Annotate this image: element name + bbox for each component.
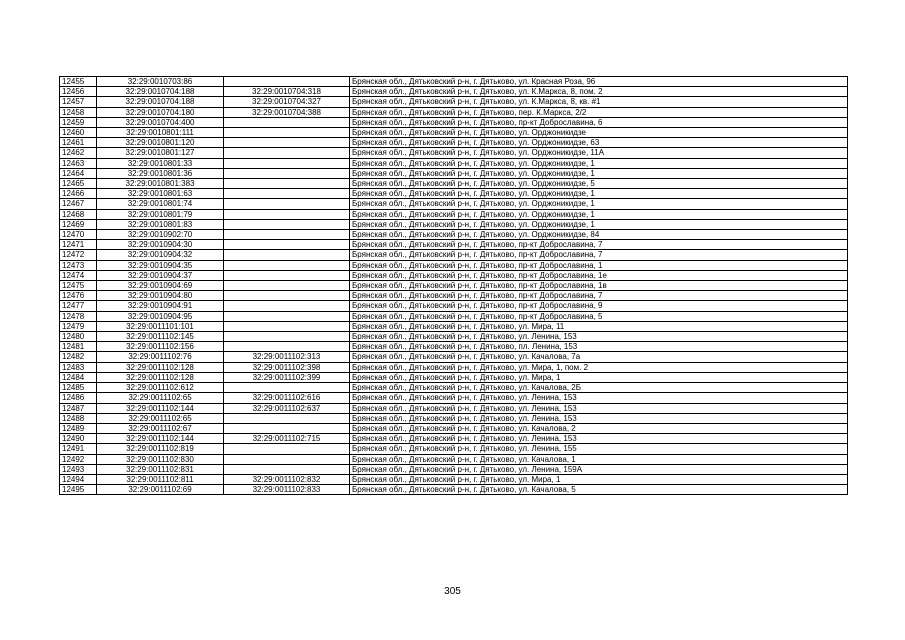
row-number-cell: 12476: [60, 291, 97, 301]
cadastral-number-cell: 32:29:0011102:128: [97, 372, 224, 382]
cadastral-number-cell: 32:29:0010801:36: [97, 168, 224, 178]
table-row: [60, 464, 848, 474]
table-row: [60, 199, 848, 209]
row-number-cell: 12467: [60, 199, 97, 209]
cadastral-number-cell: 32:29:0011102:156: [97, 342, 224, 352]
table-row: [60, 362, 848, 372]
address-cell: Брянская обл., Дятьковский р-н, г. Дятьково, ул. Орджоникидзе, 1: [350, 199, 848, 209]
row-number-cell: 12472: [60, 250, 97, 260]
row-number-cell: 12490: [60, 434, 97, 444]
table-row: [60, 454, 848, 464]
premises-cadastral-number-cell: [224, 199, 350, 209]
premises-cadastral-number-cell: [224, 240, 350, 250]
table-row: [60, 209, 848, 219]
premises-cadastral-number-cell: 32:29:0010704:318: [224, 87, 350, 97]
cadastral-number-cell: 32:29:0010904:30: [97, 240, 224, 250]
row-number-cell: 12492: [60, 454, 97, 464]
row-number-cell: 12473: [60, 260, 97, 270]
premises-cadastral-number-cell: 32:29:0010704:327: [224, 97, 350, 107]
row-number-cell: 12482: [60, 352, 97, 362]
cadastral-number-cell: 32:29:0011102:811: [97, 474, 224, 484]
cadastral-number-cell: 32:29:0011102:65: [97, 393, 224, 403]
table-row: [60, 434, 848, 444]
table-row: [60, 311, 848, 321]
row-number-cell: 12468: [60, 209, 97, 219]
address-cell: Брянская обл., Дятьковский р-н, г. Дятьково, пр-кт Доброславина, 1: [350, 260, 848, 270]
row-number-cell: 12461: [60, 138, 97, 148]
cadastral-number-cell: 32:29:0010801:83: [97, 219, 224, 229]
table-row: [60, 281, 848, 291]
cadastral-number-cell: 32:29:0010801:111: [97, 128, 224, 138]
cadastral-number-cell: 32:29:0011102:819: [97, 444, 224, 454]
premises-cadastral-number-cell: [224, 179, 350, 189]
cadastral-number-cell: 32:29:0010801:120: [97, 138, 224, 148]
registry-table-body: [60, 77, 848, 495]
table-row: [60, 423, 848, 433]
address-cell: Брянская обл., Дятьковский р-н, г. Дятьково, ул. Орджоникидзе, 84: [350, 230, 848, 240]
table-row: [60, 240, 848, 250]
cadastral-number-cell: 32:29:0011102:69: [97, 485, 224, 495]
cadastral-number-cell: 32:29:0011102:830: [97, 454, 224, 464]
premises-cadastral-number-cell: [224, 158, 350, 168]
table-row: [60, 117, 848, 127]
row-number-cell: 12475: [60, 281, 97, 291]
premises-cadastral-number-cell: [224, 168, 350, 178]
table-row: [60, 87, 848, 97]
row-number-cell: 12481: [60, 342, 97, 352]
premises-cadastral-number-cell: 32:29:0011102:398: [224, 362, 350, 372]
table-row: [60, 107, 848, 117]
row-number-cell: 12484: [60, 372, 97, 382]
cadastral-number-cell: 32:29:0011101:101: [97, 321, 224, 331]
row-number-cell: 12456: [60, 87, 97, 97]
cadastral-number-cell: 32:29:0010801:74: [97, 199, 224, 209]
table-row: [60, 189, 848, 199]
table-row: [60, 250, 848, 260]
address-cell: Брянская обл., Дятьковский р-н, г. Дятьково, ул. Качалова, 5: [350, 485, 848, 495]
premises-cadastral-number-cell: [224, 77, 350, 87]
row-number-cell: 12486: [60, 393, 97, 403]
table-row: [60, 403, 848, 413]
row-number-cell: 12466: [60, 189, 97, 199]
table-row: [60, 97, 848, 107]
cadastral-number-cell: 32:29:0010902:70: [97, 230, 224, 240]
row-number-cell: 12460: [60, 128, 97, 138]
address-cell: Брянская обл., Дятьковский р-н, г. Дятьково, пр-кт Доброславина, 6: [350, 117, 848, 127]
row-number-cell: 12474: [60, 270, 97, 280]
premises-cadastral-number-cell: [224, 301, 350, 311]
row-number-cell: 12480: [60, 332, 97, 342]
row-number-cell: 12465: [60, 179, 97, 189]
cadastral-number-cell: 32:29:0011102:67: [97, 423, 224, 433]
premises-cadastral-number-cell: [224, 423, 350, 433]
premises-cadastral-number-cell: [224, 454, 350, 464]
table-row: [60, 372, 848, 382]
table-row: [60, 168, 848, 178]
address-cell: Брянская обл., Дятьковский р-н, г. Дятьково, пер. К.Маркса, 2/2: [350, 107, 848, 117]
address-cell: Брянская обл., Дятьковский р-н, г. Дятьково, ул. Орджоникидзе, 63: [350, 138, 848, 148]
premises-cadastral-number-cell: [224, 138, 350, 148]
cadastral-number-cell: 32:29:0010904:80: [97, 291, 224, 301]
premises-cadastral-number-cell: [224, 413, 350, 423]
premises-cadastral-number-cell: [224, 219, 350, 229]
table-row: [60, 474, 848, 484]
table-row: [60, 138, 848, 148]
table-row: [60, 77, 848, 87]
premises-cadastral-number-cell: [224, 250, 350, 260]
cadastral-number-cell: 32:29:0010704:188: [97, 97, 224, 107]
address-cell: Брянская обл., Дятьковский р-н, г. Дятьково, пр-кт Доброславина, 7: [350, 240, 848, 250]
cadastral-number-cell: 32:29:0011102:145: [97, 332, 224, 342]
table-row: [60, 230, 848, 240]
premises-cadastral-number-cell: 32:29:0010704:388: [224, 107, 350, 117]
premises-cadastral-number-cell: [224, 311, 350, 321]
table-row: [60, 260, 848, 270]
table-row: [60, 383, 848, 393]
address-cell: Брянская обл., Дятьковский р-н, г. Дятьково, ул. Качалова, 7а: [350, 352, 848, 362]
address-cell: Брянская обл., Дятьковский р-н, г. Дятьково, ул. Ленина, 153: [350, 403, 848, 413]
cadastral-number-cell: 32:29:0010704:188: [97, 87, 224, 97]
address-cell: Брянская обл., Дятьковский р-н, г. Дятьково, ул. Качалова, 1: [350, 454, 848, 464]
row-number-cell: 12487: [60, 403, 97, 413]
cadastral-number-cell: 32:29:0011102:144: [97, 434, 224, 444]
table-row: [60, 485, 848, 495]
row-number-cell: 12471: [60, 240, 97, 250]
address-cell: Брянская обл., Дятьковский р-н, г. Дятьково, ул. Орджоникидзе, 11А: [350, 148, 848, 158]
cadastral-number-cell: 32:29:0010904:37: [97, 270, 224, 280]
row-number-cell: 12470: [60, 230, 97, 240]
address-cell: Брянская обл., Дятьковский р-н, г. Дятьково, ул. Красная Роза, 96: [350, 77, 848, 87]
premises-cadastral-number-cell: [224, 291, 350, 301]
address-cell: Брянская обл., Дятьковский р-н, г. Дятьково, пр-кт Доброславина, 9: [350, 301, 848, 311]
premises-cadastral-number-cell: [224, 209, 350, 219]
address-cell: Брянская обл., Дятьковский р-н, г. Дятьково, ул. Ленина, 159А: [350, 464, 848, 474]
table-row: [60, 179, 848, 189]
premises-cadastral-number-cell: 32:29:0011102:637: [224, 403, 350, 413]
cadastral-number-cell: 32:29:0010703:86: [97, 77, 224, 87]
table-row: [60, 352, 848, 362]
address-cell: Брянская обл., Дятьковский р-н, г. Дятьково, пр-кт Доброславина, 7: [350, 291, 848, 301]
premises-cadastral-number-cell: [224, 117, 350, 127]
cadastral-number-cell: 32:29:0010904:95: [97, 311, 224, 321]
address-cell: Брянская обл., Дятьковский р-н, г. Дятьково, ул. Мира, 1: [350, 474, 848, 484]
cadastral-number-cell: 32:29:0010904:35: [97, 260, 224, 270]
row-number-cell: 12458: [60, 107, 97, 117]
cadastral-number-cell: 32:29:0011102:612: [97, 383, 224, 393]
address-cell: Брянская обл., Дятьковский р-н, г. Дятьково, ул. Орджоникидзе: [350, 128, 848, 138]
address-cell: Брянская обл., Дятьковский р-н, г. Дятьково, ул. Орджоникидзе, 1: [350, 209, 848, 219]
premises-cadastral-number-cell: [224, 260, 350, 270]
cadastral-number-cell: 32:29:0010904:32: [97, 250, 224, 260]
premises-cadastral-number-cell: [224, 383, 350, 393]
premises-cadastral-number-cell: [224, 281, 350, 291]
premises-cadastral-number-cell: [224, 270, 350, 280]
premises-cadastral-number-cell: [224, 128, 350, 138]
address-cell: Брянская обл., Дятьковский р-н, г. Дятьково, ул. К.Маркса, 8, пом. 2: [350, 87, 848, 97]
table-row: [60, 393, 848, 403]
table-row: [60, 444, 848, 454]
row-number-cell: 12457: [60, 97, 97, 107]
address-cell: Брянская обл., Дятьковский р-н, г. Дятьково, ул. Орджоникидзе, 1: [350, 168, 848, 178]
premises-cadastral-number-cell: [224, 332, 350, 342]
row-number-cell: 12493: [60, 464, 97, 474]
address-cell: Брянская обл., Дятьковский р-н, г. Дятьково, ул. Мира, 1: [350, 372, 848, 382]
premises-cadastral-number-cell: [224, 464, 350, 474]
table-row: [60, 413, 848, 423]
row-number-cell: 12462: [60, 148, 97, 158]
premises-cadastral-number-cell: [224, 230, 350, 240]
page-number: 305: [444, 586, 461, 597]
cadastral-number-cell: 32:29:0010704:400: [97, 117, 224, 127]
table-row: [60, 301, 848, 311]
row-number-cell: 12479: [60, 321, 97, 331]
cadastral-number-cell: 32:29:0010801:383: [97, 179, 224, 189]
row-number-cell: 12455: [60, 77, 97, 87]
cadastral-number-cell: 32:29:0010801:63: [97, 189, 224, 199]
row-number-cell: 12478: [60, 311, 97, 321]
cadastral-number-cell: 32:29:0010801:79: [97, 209, 224, 219]
row-number-cell: 12463: [60, 158, 97, 168]
table-row: [60, 270, 848, 280]
row-number-cell: 12489: [60, 423, 97, 433]
address-cell: Брянская обл., Дятьковский р-н, г. Дятьково, ул. Ленина, 153: [350, 332, 848, 342]
address-cell: Брянская обл., Дятьковский р-н, г. Дятьково, ул. К.Маркса, 8, кв. #1: [350, 97, 848, 107]
premises-cadastral-number-cell: 32:29:0011102:715: [224, 434, 350, 444]
premises-cadastral-number-cell: 32:29:0011102:833: [224, 485, 350, 495]
row-number-cell: 12495: [60, 485, 97, 495]
cadastral-number-cell: 32:29:0011102:831: [97, 464, 224, 474]
cadastral-number-cell: 32:29:0010801:127: [97, 148, 224, 158]
address-cell: Брянская обл., Дятьковский р-н, г. Дятьково, ул. Ленина, 153: [350, 393, 848, 403]
table-row: [60, 342, 848, 352]
cadastral-number-cell: 32:29:0010704:180: [97, 107, 224, 117]
address-cell: Брянская обл., Дятьковский р-н, г. Дятьково, ул. Орджоникидзе, 1: [350, 189, 848, 199]
address-cell: Брянская обл., Дятьковский р-н, г. Дятьково, пр-кт Доброславина, 1е: [350, 270, 848, 280]
table-row: [60, 219, 848, 229]
cadastral-number-cell: 32:29:0010801:33: [97, 158, 224, 168]
cadastral-number-cell: 32:29:0011102:76: [97, 352, 224, 362]
address-cell: Брянская обл., Дятьковский р-н, г. Дятьково, ул. Качалова, 2Б: [350, 383, 848, 393]
premises-cadastral-number-cell: [224, 444, 350, 454]
premises-cadastral-number-cell: [224, 148, 350, 158]
premises-cadastral-number-cell: 32:29:0011102:832: [224, 474, 350, 484]
cadastral-number-cell: 32:29:0011102:65: [97, 413, 224, 423]
cadastral-number-cell: 32:29:0011102:128: [97, 362, 224, 372]
row-number-cell: 12459: [60, 117, 97, 127]
property-registry-table: [59, 76, 848, 495]
address-cell: Брянская обл., Дятьковский р-н, г. Дятьково, ул. Мира, 1, пом. 2: [350, 362, 848, 372]
row-number-cell: 12485: [60, 383, 97, 393]
address-cell: Брянская обл., Дятьковский р-н, г. Дятьково, пр-кт Доброславина, 1в: [350, 281, 848, 291]
cadastral-number-cell: 32:29:0010904:69: [97, 281, 224, 291]
address-cell: Брянская обл., Дятьковский р-н, г. Дятьково, ул. Ленина, 155: [350, 444, 848, 454]
premises-cadastral-number-cell: 32:29:0011102:399: [224, 372, 350, 382]
address-cell: Брянская обл., Дятьковский р-н, г. Дятьково, ул. Орджоникидзе, 1: [350, 219, 848, 229]
premises-cadastral-number-cell: [224, 189, 350, 199]
table-row: [60, 321, 848, 331]
address-cell: Брянская обл., Дятьковский р-н, г. Дятьково, ул. Ленина, 153: [350, 434, 848, 444]
address-cell: Брянская обл., Дятьковский р-н, г. Дятьково, ул. Качалова, 2: [350, 423, 848, 433]
premises-cadastral-number-cell: 32:29:0011102:313: [224, 352, 350, 362]
cadastral-number-cell: 32:29:0010904:91: [97, 301, 224, 311]
address-cell: Брянская обл., Дятьковский р-н, г. Дятьково, ул. Орджоникидзе, 5: [350, 179, 848, 189]
table-row: [60, 148, 848, 158]
address-cell: Брянская обл., Дятьковский р-н, г. Дятьково, пл. Ленина, 153: [350, 342, 848, 352]
address-cell: Брянская обл., Дятьковский р-н, г. Дятьково, ул. Орджоникидзе, 1: [350, 158, 848, 168]
address-cell: Брянская обл., Дятьковский р-н, г. Дятьково, ул. Ленина, 153: [350, 413, 848, 423]
row-number-cell: 12483: [60, 362, 97, 372]
row-number-cell: 12469: [60, 219, 97, 229]
address-cell: Брянская обл., Дятьковский р-н, г. Дятьково, пр-кт Доброславина, 5: [350, 311, 848, 321]
premises-cadastral-number-cell: [224, 342, 350, 352]
table-row: [60, 332, 848, 342]
row-number-cell: 12464: [60, 168, 97, 178]
cadastral-number-cell: 32:29:0011102:144: [97, 403, 224, 413]
premises-cadastral-number-cell: [224, 321, 350, 331]
table-row: [60, 128, 848, 138]
row-number-cell: 12494: [60, 474, 97, 484]
address-cell: Брянская обл., Дятьковский р-н, г. Дятьково, ул. Мира, 11: [350, 321, 848, 331]
row-number-cell: 12488: [60, 413, 97, 423]
table-row: [60, 158, 848, 168]
row-number-cell: 12477: [60, 301, 97, 311]
address-cell: Брянская обл., Дятьковский р-н, г. Дятьково, пр-кт Доброславина, 7: [350, 250, 848, 260]
table-row: [60, 291, 848, 301]
premises-cadastral-number-cell: 32:29:0011102:616: [224, 393, 350, 403]
row-number-cell: 12491: [60, 444, 97, 454]
